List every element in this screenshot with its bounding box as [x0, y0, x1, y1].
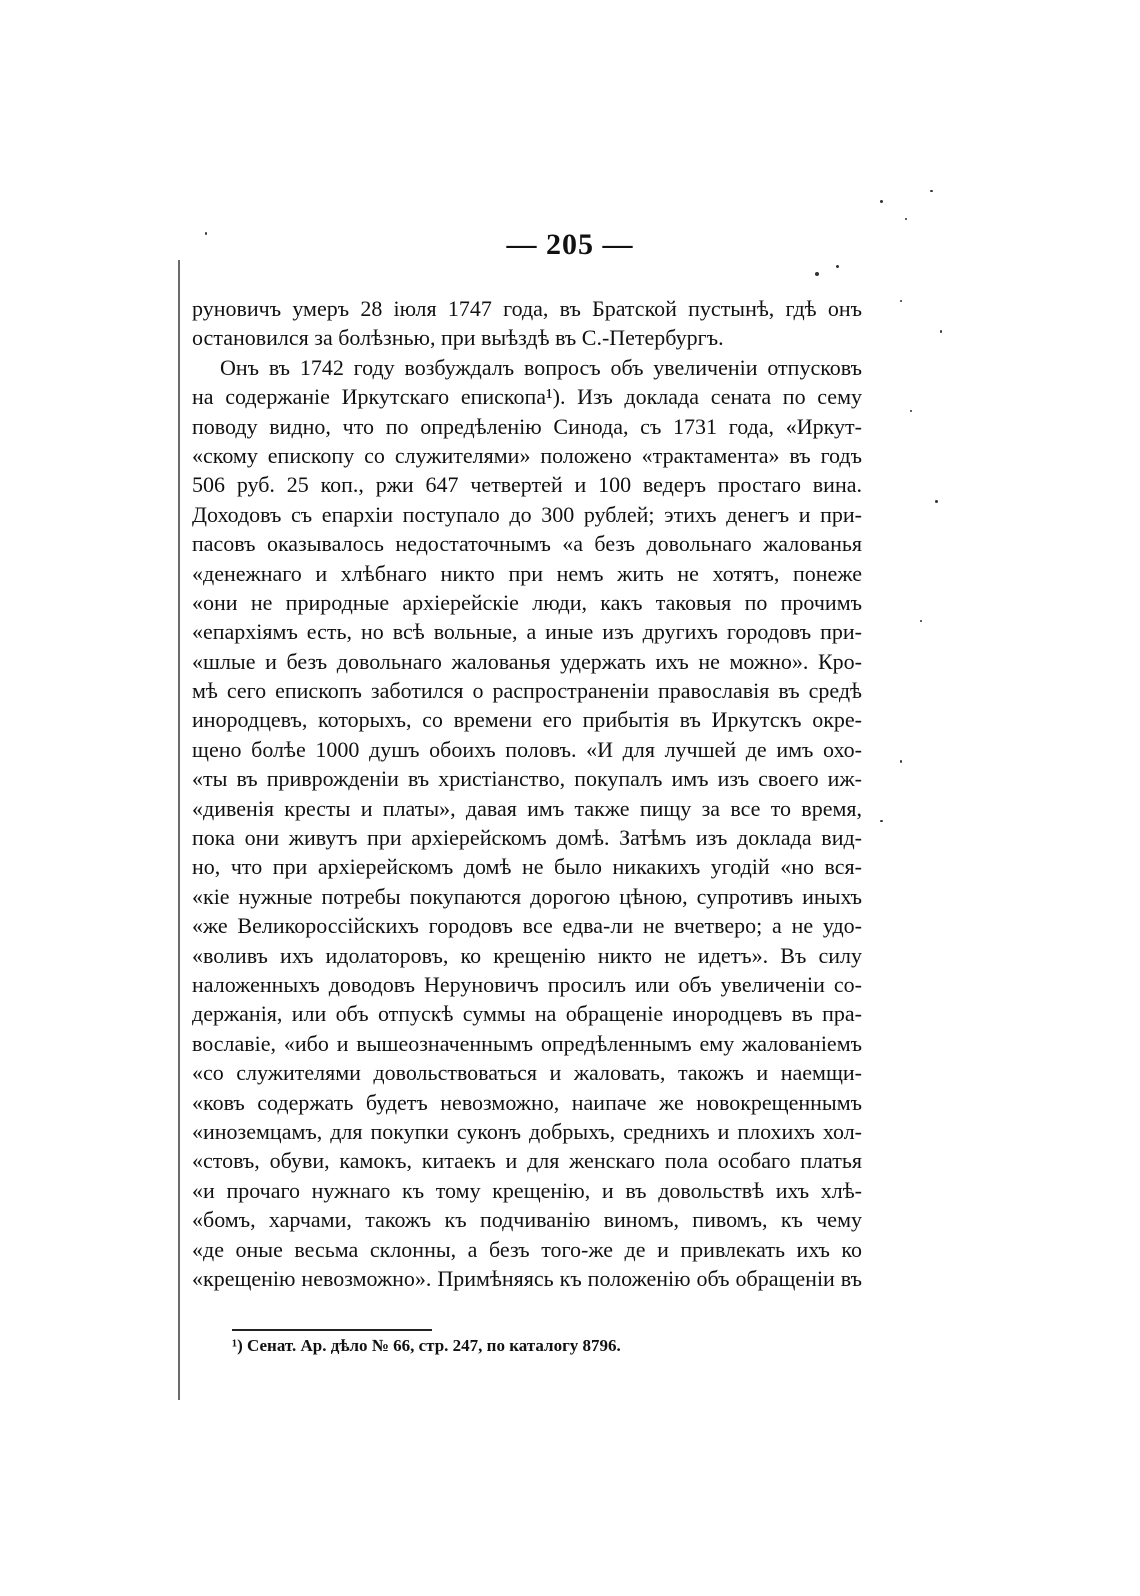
text-line-32: «бомъ, харчами, такожъ къ подчиванію виномъ, пивомъ, къ чему: [192, 1207, 862, 1233]
text-line-25: держанія, или объ отпускѣ суммы на обращеніе инородцевъ въ пра-: [192, 1001, 862, 1027]
text-line-30: «стовъ, обуви, камокъ, китаекъ и для женскаго пола особаго платья: [192, 1148, 862, 1174]
text-line-11: «они не природные архіерейскіе люди, какъ таковыя по прочимъ: [192, 589, 862, 615]
scan-speck: [815, 272, 819, 276]
text-line-1: руновичъ умеръ 28 іюля 1747 года, въ Братской пустынѣ, гдѣ онъ: [192, 296, 862, 321]
text-line-15: инородцевъ, которыхъ, со времени его прибытія въ Иркутскъ окре-: [192, 707, 862, 733]
text-line-8: Доходовъ съ епархіи поступало до 300 рублей; этихъ денегъ и при-: [192, 501, 862, 527]
text-line-28: «ковъ содержать будетъ невозможно, наипаче же новокрещеннымъ: [192, 1089, 862, 1115]
text-line-10: «денежнаго и хлѣбнаго никто при немъ жить не хотятъ, понеже: [192, 560, 862, 586]
text-line-31: «и прочаго нужнаго къ тому крещенію, и въ довольствѣ ихъ хлѣ-: [192, 1177, 862, 1203]
scan-speck: [920, 620, 922, 622]
page-number: — 205 —: [506, 228, 634, 261]
text-line-34: «крещенію невозможно». Примѣняясь къ положенію объ обращеніи въ: [192, 1265, 862, 1291]
text-line-13: «шлые и безъ довольнаго жалованья удержать ихъ не можно». Кро-: [192, 648, 862, 674]
scan-speck: [880, 200, 883, 203]
text-line-16: щено болѣе 1000 душъ обоихъ половъ. «И для лучшей де имъ охо-: [192, 736, 862, 762]
text-line-29: «иноземцамъ, для покупки суконъ добрыхъ, среднихъ и плохихъ хол-: [192, 1118, 862, 1144]
text-line-20: но, что при архіерейскомъ домѣ не было никакихъ угодій «но вся-: [192, 854, 862, 880]
text-line-14: мѣ сего епископъ заботился о распространеніи православія въ средѣ: [192, 678, 862, 704]
scan-speck: [910, 410, 912, 412]
text-line-33: «де оные весьма склонны, а безъ того-же де и привлекать ихъ ко: [192, 1236, 862, 1262]
scan-speck: [905, 218, 907, 220]
text-line-3: Онъ въ 1742 году возбуждалъ вопросъ объ увеличеніи отпусковъ: [220, 354, 862, 380]
text-line-7: 506 руб. 25 коп., ржи 647 четвертей и 100 ведеръ простаго вина.: [192, 472, 862, 498]
text-line-19: пока они живутъ при архіерейскомъ домѣ. Затѣмъ изъ доклада вид-: [192, 825, 862, 851]
text-line-21: «кіе нужные потребы покупаются дорогою цѣною, супротивъ иныхъ: [192, 883, 862, 909]
text-line-12: «епархіямъ есть, но всѣ вольные, а иные изъ другихъ городовъ при-: [192, 619, 862, 645]
scan-speck: [900, 300, 902, 302]
body-text: [192, 294, 862, 1293]
text-line-2: остановился за болѣзнью, при выѣздѣ въ С.-Петербургъ.: [192, 325, 724, 351]
text-line-27: «со служителями довольствоваться и жаловать, такожъ и наемщи-: [192, 1060, 862, 1086]
text-line-26: вославіе, «ибо и вышеозначеннымъ опредѣленнымъ ему жалованіемъ: [192, 1030, 862, 1056]
scan-speck: [940, 330, 942, 333]
text-line-22: «же Великороссійскихъ городовъ все едва-ли не вчетверо; а не удо-: [192, 913, 862, 939]
scan-speck: [900, 760, 902, 763]
page-edge-shadow: [178, 260, 180, 1400]
text-line-4: на содержаніе Иркутскаго епископа¹). Изъ доклада сената по сему: [192, 384, 862, 410]
text-line-23: «воливъ ихъ идолаторовъ, ко крещенію никто не идетъ». Въ силу: [192, 942, 862, 968]
footnote-rule: [232, 1329, 432, 1331]
text-line-9: пасовъ оказывалось недостаточнымъ «а безъ довольнаго жалованья: [192, 531, 862, 557]
scan-speck: [880, 820, 883, 822]
scan-speck: [836, 265, 839, 268]
scan-speck: [930, 190, 933, 192]
scan-speck: [205, 232, 207, 235]
footnote: ¹) Сенат. Ар. дѣло № 66, стр. 247, по каталогу 8796.: [232, 1336, 621, 1355]
text-line-5: поводу видно, что по опредѣленію Синода, съ 1731 года, «Иркут-: [192, 413, 862, 439]
scan-speck: [935, 500, 938, 503]
text-line-18: «дивенія кресты и платы», давая имъ также пищу за все то время,: [192, 795, 862, 821]
text-line-6: «скому епископу со служителями» положено «трактамента» въ годъ: [192, 442, 862, 468]
text-line-24: наложенныхъ доводовъ Неруновичъ просилъ или объ увеличеніи со-: [192, 971, 862, 997]
text-line-17: «ты въ приврожденіи въ христіанство, покупалъ имъ изъ своего иж-: [192, 766, 862, 792]
